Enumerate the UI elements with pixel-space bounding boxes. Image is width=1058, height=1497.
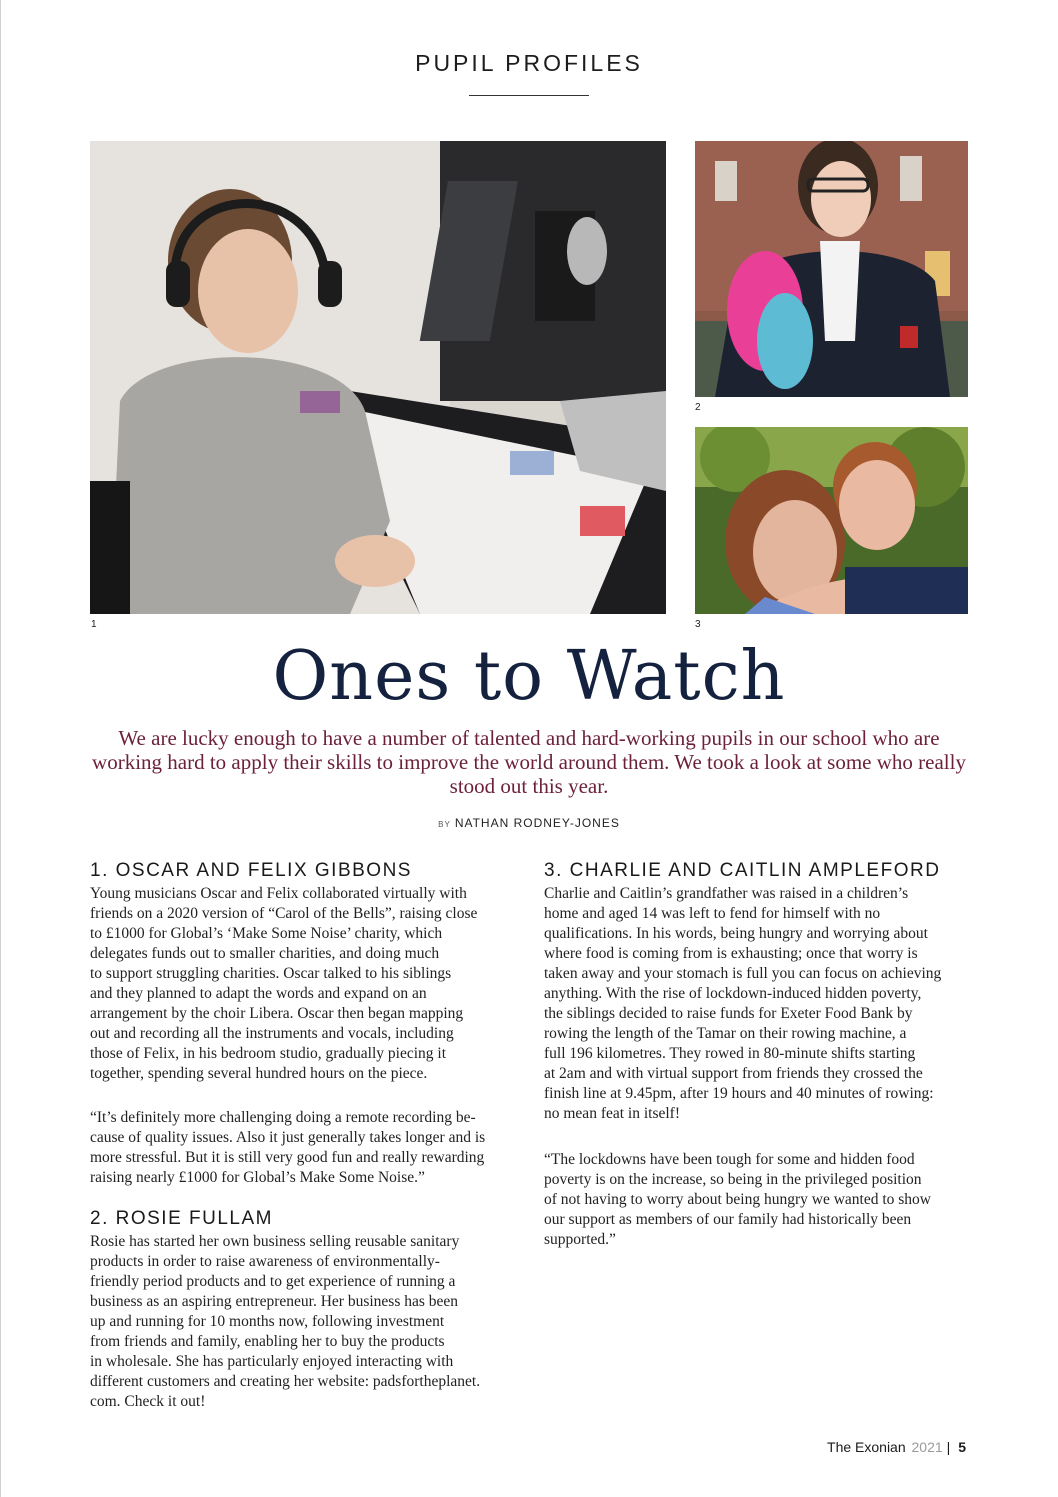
profile-3-line: no mean feat in itself! xyxy=(544,1105,681,1122)
profile-2-line: from friends and family, enabling her to buy the products xyxy=(90,1333,445,1350)
publication-name: The Exonian xyxy=(827,1439,906,1455)
footer-separator: | xyxy=(946,1439,951,1455)
profile-3-line: at 2am and with virtual support from friends they crossed the xyxy=(544,1065,923,1082)
photo-caption-1: 1 xyxy=(91,619,97,630)
page-footer xyxy=(827,1439,966,1455)
photo-musician-at-keyboard xyxy=(90,141,666,614)
profile-1-line: friends on a 2020 version of “Carol of the Bells”, raising close xyxy=(90,905,478,922)
profile-1-line: and they planned to adapt the words and expand on an xyxy=(90,985,427,1002)
profile-1-quote-line: more stressful. But it is still very good fun and really rewarding xyxy=(90,1149,485,1166)
profile-3-line: Charlie and Caitlin’s grandfather was raised in a children’s xyxy=(544,885,909,902)
profile-2-line: business as an aspiring entrepreneur. Her business has been xyxy=(90,1293,459,1310)
profile-1-line: together, spending several hundred hours on the piece. xyxy=(90,1065,428,1082)
photo-pupil-with-pads xyxy=(695,141,968,397)
photo-caption-2: 2 xyxy=(695,402,701,413)
profile-2-line: Rosie has started her own business selling reusable sanitary xyxy=(90,1233,460,1250)
profile-3-quote-line: our support as members of our family had historically been xyxy=(544,1211,912,1228)
title-underline xyxy=(469,95,589,96)
article-intro: We are lucky enough to have a number of talented and hard-working pupils in our school who are working hard to apply their skills to improve the world around them. We took a look at some who really stood out this year. xyxy=(92,726,966,798)
profile-2-line: up and running for 10 months now, following investment xyxy=(90,1313,445,1330)
profile-2-line: in wholesale. She has particularly enjoyed interacting with xyxy=(90,1353,454,1370)
profile-1-line: arrangement by the choir Libera. Oscar then began mapping xyxy=(90,1005,464,1022)
profile-3-quote-line: of not having to worry about being hungry we wanted to show xyxy=(544,1191,932,1208)
section-title: PUPIL PROFILES xyxy=(415,50,643,76)
profile-1-line: delegates funds out to smaller charities, and doing much xyxy=(90,945,440,962)
profile-1-line: to £1000 for Global’s ‘Make Some Noise’ charity, which xyxy=(90,925,443,942)
profile-2-line: different customers and creating her website: padsfortheplanet. xyxy=(90,1373,481,1390)
profile-1-line: out and recording all the instruments and vocals, including xyxy=(90,1025,454,1042)
page-number: 5 xyxy=(958,1439,966,1455)
profile-heading-3: 3. CHARLIE AND CAITLIN AMPLEFORD xyxy=(544,860,941,881)
profile-3-line: anything. With the rise of lockdown-induced hidden poverty, xyxy=(544,985,922,1002)
profile-1-quote-line: raising nearly £1000 for Global’s Make Some Noise.” xyxy=(90,1169,425,1186)
profile-3-quote-line: supported.” xyxy=(544,1231,616,1248)
profile-1-line: Young musicians Oscar and Felix collaborated virtually with xyxy=(90,885,467,902)
profile-3-line: taken away and your stomach is full you can focus on achieving xyxy=(544,965,942,982)
profile-2-line: friendly period products and to get experience of running a xyxy=(90,1273,456,1290)
profile-3-line: qualifications. In his words, being hungry and worrying about xyxy=(544,925,928,942)
profile-3-quote-line: “The lockdowns have been tough for some and hidden food xyxy=(544,1151,915,1168)
profile-1-quote-line: “It’s definitely more challenging doing a remote recording be- xyxy=(90,1109,476,1126)
profile-3-line: where food is coming from is exhausting; once that worry is xyxy=(544,945,918,962)
profile-heading-2: 2. ROSIE FULLAM xyxy=(90,1208,273,1229)
profile-1-quote-line: cause of quality issues. Also it just generally takes longer and is xyxy=(90,1129,486,1146)
page-edge-rule xyxy=(0,0,1,1497)
profile-3-line: rowing the length of the Tamar on their rowing machine, a xyxy=(544,1025,907,1042)
byline-prefix: BY xyxy=(438,820,451,829)
profile-1-line: to support struggling charities. Oscar talked to his siblings xyxy=(90,965,452,982)
profile-1-line: those of Felix, in his bedroom studio, gradually piecing it xyxy=(90,1045,447,1062)
photo-siblings xyxy=(695,427,968,614)
profile-3-line: finish line at 9.45pm, after 19 hours and 40 minutes of rowing: xyxy=(544,1085,934,1102)
byline xyxy=(0,816,1058,830)
article-headline: Ones to Watch xyxy=(272,637,786,716)
profile-3-line: the siblings decided to raise funds for Exeter Food Bank by xyxy=(544,1005,913,1022)
profile-2-line: products in order to raise awareness of environmentally- xyxy=(90,1253,440,1270)
profile-3-line: home and aged 14 was left to fend for himself with no xyxy=(544,905,881,922)
publication-year: 2021 xyxy=(911,1439,943,1455)
profile-2-line: com. Check it out! xyxy=(90,1393,206,1410)
profile-3-line: full 196 kilometres. They rowed in 80-minute shifts starting xyxy=(544,1045,916,1062)
profile-heading-1: 1. OSCAR AND FELIX GIBBONS xyxy=(90,860,412,881)
profile-3-quote-line: poverty is on the increase, so being in the privileged position xyxy=(544,1171,922,1188)
photo-caption-3: 3 xyxy=(695,619,701,630)
byline-author: NATHAN RODNEY-JONES xyxy=(454,816,620,830)
